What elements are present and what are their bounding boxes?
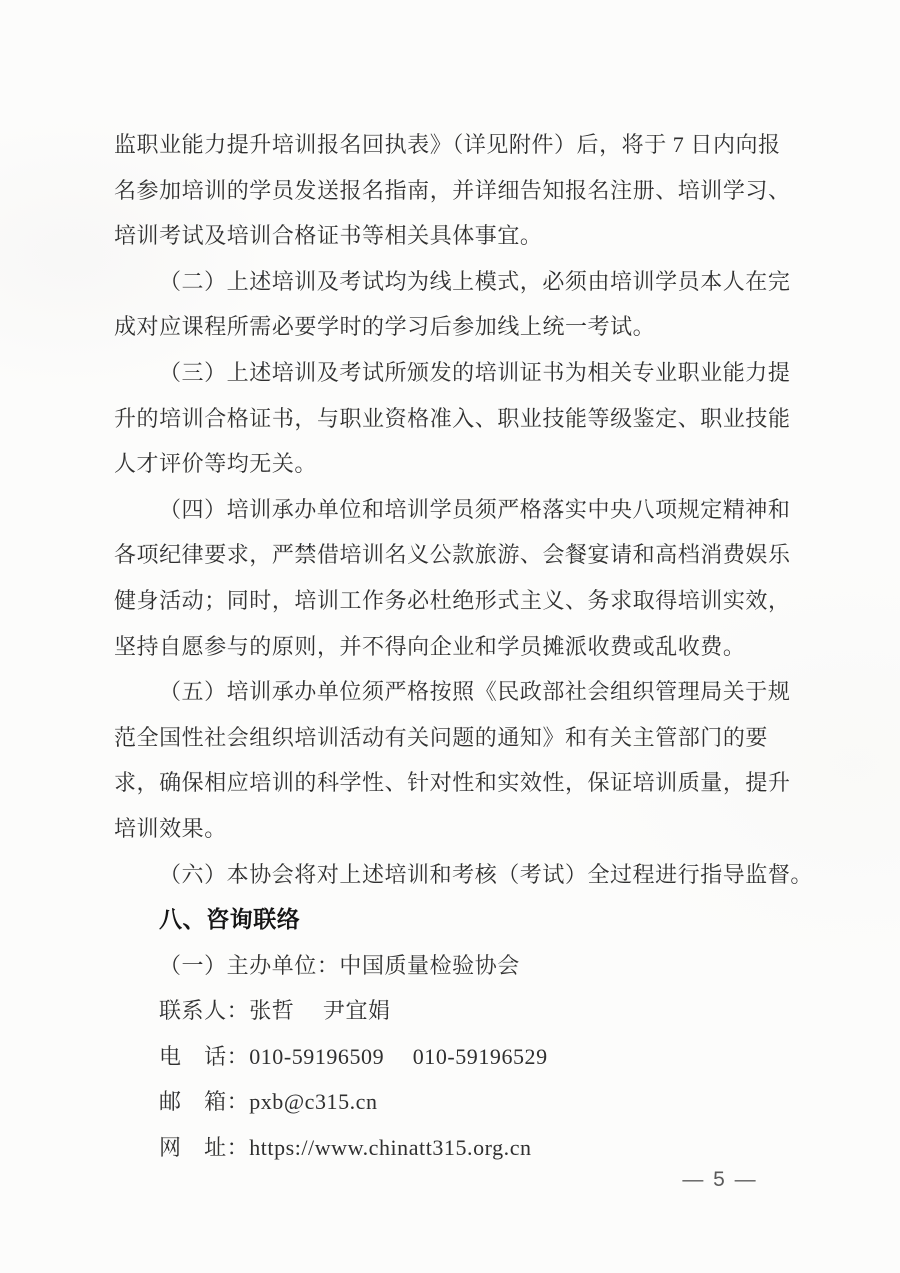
document-body [114,122,814,1171]
para-3-line: 升的培训合格证书，与职业资格准入、职业技能等级鉴定、职业技能 [114,405,791,431]
phone-line: 电 话：010-59196509 010-59196529 [159,1043,548,1069]
para-4-line: 健身活动；同时，培训工作务必杜绝形式主义、务求取得培训实效， [114,587,791,613]
para-2-line: 成对应课程所需必要学时的学习后参加线上统一考试。 [114,314,656,340]
para-1-line: 监职业能力提升培训报名回执表》（详见附件）后，将于 7 日内向报 [114,132,781,157]
para-5-line: 培训效果。 [114,815,227,841]
para-4-line: 坚持自愿参与的原则，并不得向企业和学员摊派收费或乱收费。 [114,633,746,659]
para-5-line: 范全国性社会组织培训活动有关问题的通知》和有关主管部门的要 [114,724,768,750]
para-6-line: （六）本协会将对上述培训和考核（考试）全过程进行指导监督。 [159,861,813,887]
website-line: 网 址：https://www.chinatt315.org.cn [159,1135,532,1161]
para-3-line: （三）上述培训及考试所颁发的培训证书为相关专业职业能力提 [159,359,791,385]
para-1-line: 名参加培训的学员发送报名指南，并详细告知报名注册、培训学习、 [114,177,791,203]
para-4-line: 各项纪律要求，严禁借培训名义公款旅游、会餐宴请和高档消费娱乐 [114,542,791,568]
email-line: 邮 箱：pxb@c315.cn [159,1089,378,1115]
para-3-line: 人才评价等均无关。 [114,451,317,477]
contact-person-line: 联系人：张哲 尹宜娟 [159,998,391,1024]
section-heading-consultation: 八、咨询联络 [159,906,301,933]
para-2-line: （二）上述培训及考试均为线上模式，必须由培训学员本人在完 [159,268,791,294]
para-5-line: （五）培训承办单位须严格按照《民政部社会组织管理局关于规 [159,679,791,705]
para-1-line: 培训考试及培训合格证书等相关具体事宜。 [114,223,543,249]
para-5-line: 求，确保相应培训的科学性、针对性和实效性，保证培训质量，提升 [114,770,791,796]
organizer-line: （一）主办单位：中国质量检验协会 [159,952,520,978]
para-4-line: （四）培训承办单位和培训学员须严格落实中央八项规定精神和 [159,496,791,522]
page-number: — 5 — [682,1168,758,1191]
